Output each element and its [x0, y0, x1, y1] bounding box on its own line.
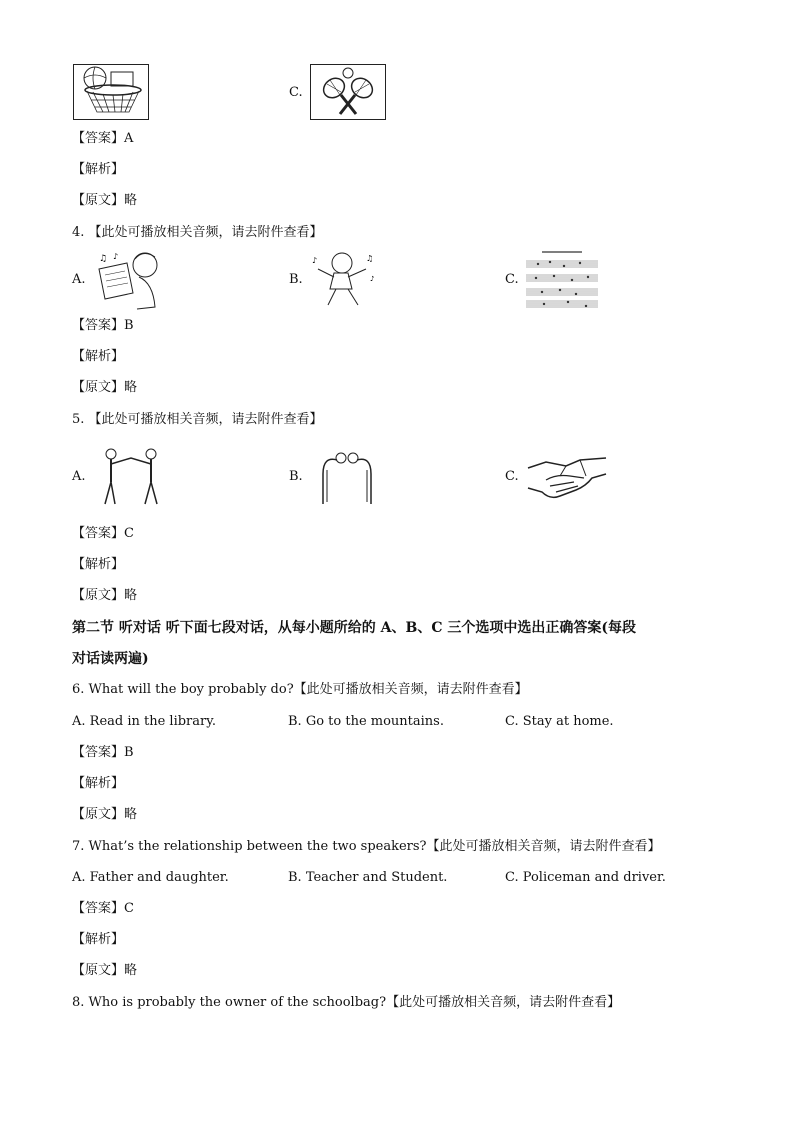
q7-answer: 【答案】C [72, 901, 134, 916]
q3-answer: 【答案】A [72, 131, 134, 146]
two-people-holding-hands-image [93, 444, 169, 508]
sheet-music-image [524, 249, 600, 309]
handshake-image [526, 454, 608, 502]
q5-original: 【原文】略 [72, 588, 138, 603]
q4-answer: 【答案】B [72, 318, 134, 333]
q7-original: 【原文】略 [72, 963, 138, 978]
q5-answer: 【答案】C [72, 526, 134, 541]
section2-heading-line1: 第二节 听对话 听下面七段对话，从每小题所给的 A、B、C 三个选项中选出正确答案(每段 [72, 620, 636, 636]
q7-stem: 7. What’s the relationship between the two speakers?【此处可播放相关音频，请去附件查看】 [72, 839, 661, 854]
svg-text:♪: ♪ [370, 275, 375, 283]
tennis-rackets-image [310, 64, 386, 120]
q6-option-c: C. Stay at home. [505, 714, 614, 729]
svg-text:♫: ♫ [99, 254, 108, 264]
q3-original: 【原文】略 [72, 193, 138, 208]
q4-original: 【原文】略 [72, 380, 138, 395]
q4-option-a-label: A. [72, 272, 86, 287]
svg-text:♪: ♪ [312, 256, 318, 265]
q4-analysis: 【解析】 [72, 349, 125, 364]
q4-option-c-label: C. [505, 272, 519, 287]
q7-option-a: A. Father and daughter. [72, 870, 229, 885]
q5-analysis: 【解析】 [72, 557, 125, 572]
q7-analysis: 【解析】 [72, 932, 125, 947]
q6-option-b: B. Go to the mountains. [288, 714, 444, 729]
q6-answer: 【答案】B [72, 745, 134, 760]
q4-stem: 4. 【此处可播放相关音频，请去附件查看】 [72, 225, 323, 240]
section2-heading-line2: 对话读两遍) [72, 651, 149, 667]
svg-text:♪: ♪ [113, 252, 119, 261]
basketball-hoop-image [73, 64, 149, 120]
q7-option-c: C. Policeman and driver. [505, 870, 666, 885]
q3-analysis: 【解析】 [72, 162, 125, 177]
q5-option-b-label: B. [289, 469, 303, 484]
q5-option-c-label: C. [505, 469, 519, 484]
girl-singing-image [93, 249, 167, 311]
q8-stem: 8. Who is probably the owner of the schoolbag?【此处可播放相关音频，请去附件查看】 [72, 995, 621, 1010]
q3-option-c-label: C. [289, 85, 303, 100]
q6-stem: 6. What will the boy probably do?【此处可播放相关音频，请去附件查看】 [72, 682, 528, 697]
q4-option-b-label: B. [289, 272, 303, 287]
q6-original: 【原文】略 [72, 807, 138, 822]
girl-dancing-image [308, 249, 382, 311]
q6-analysis: 【解析】 [72, 776, 125, 791]
svg-text:♫: ♫ [366, 254, 374, 263]
q5-option-a-label: A. [72, 469, 86, 484]
q6-option-a: A. Read in the library. [72, 714, 216, 729]
q5-stem: 5. 【此处可播放相关音频，请去附件查看】 [72, 412, 323, 427]
q7-option-b: B. Teacher and Student. [288, 870, 448, 885]
two-people-bowing-image [309, 446, 385, 508]
